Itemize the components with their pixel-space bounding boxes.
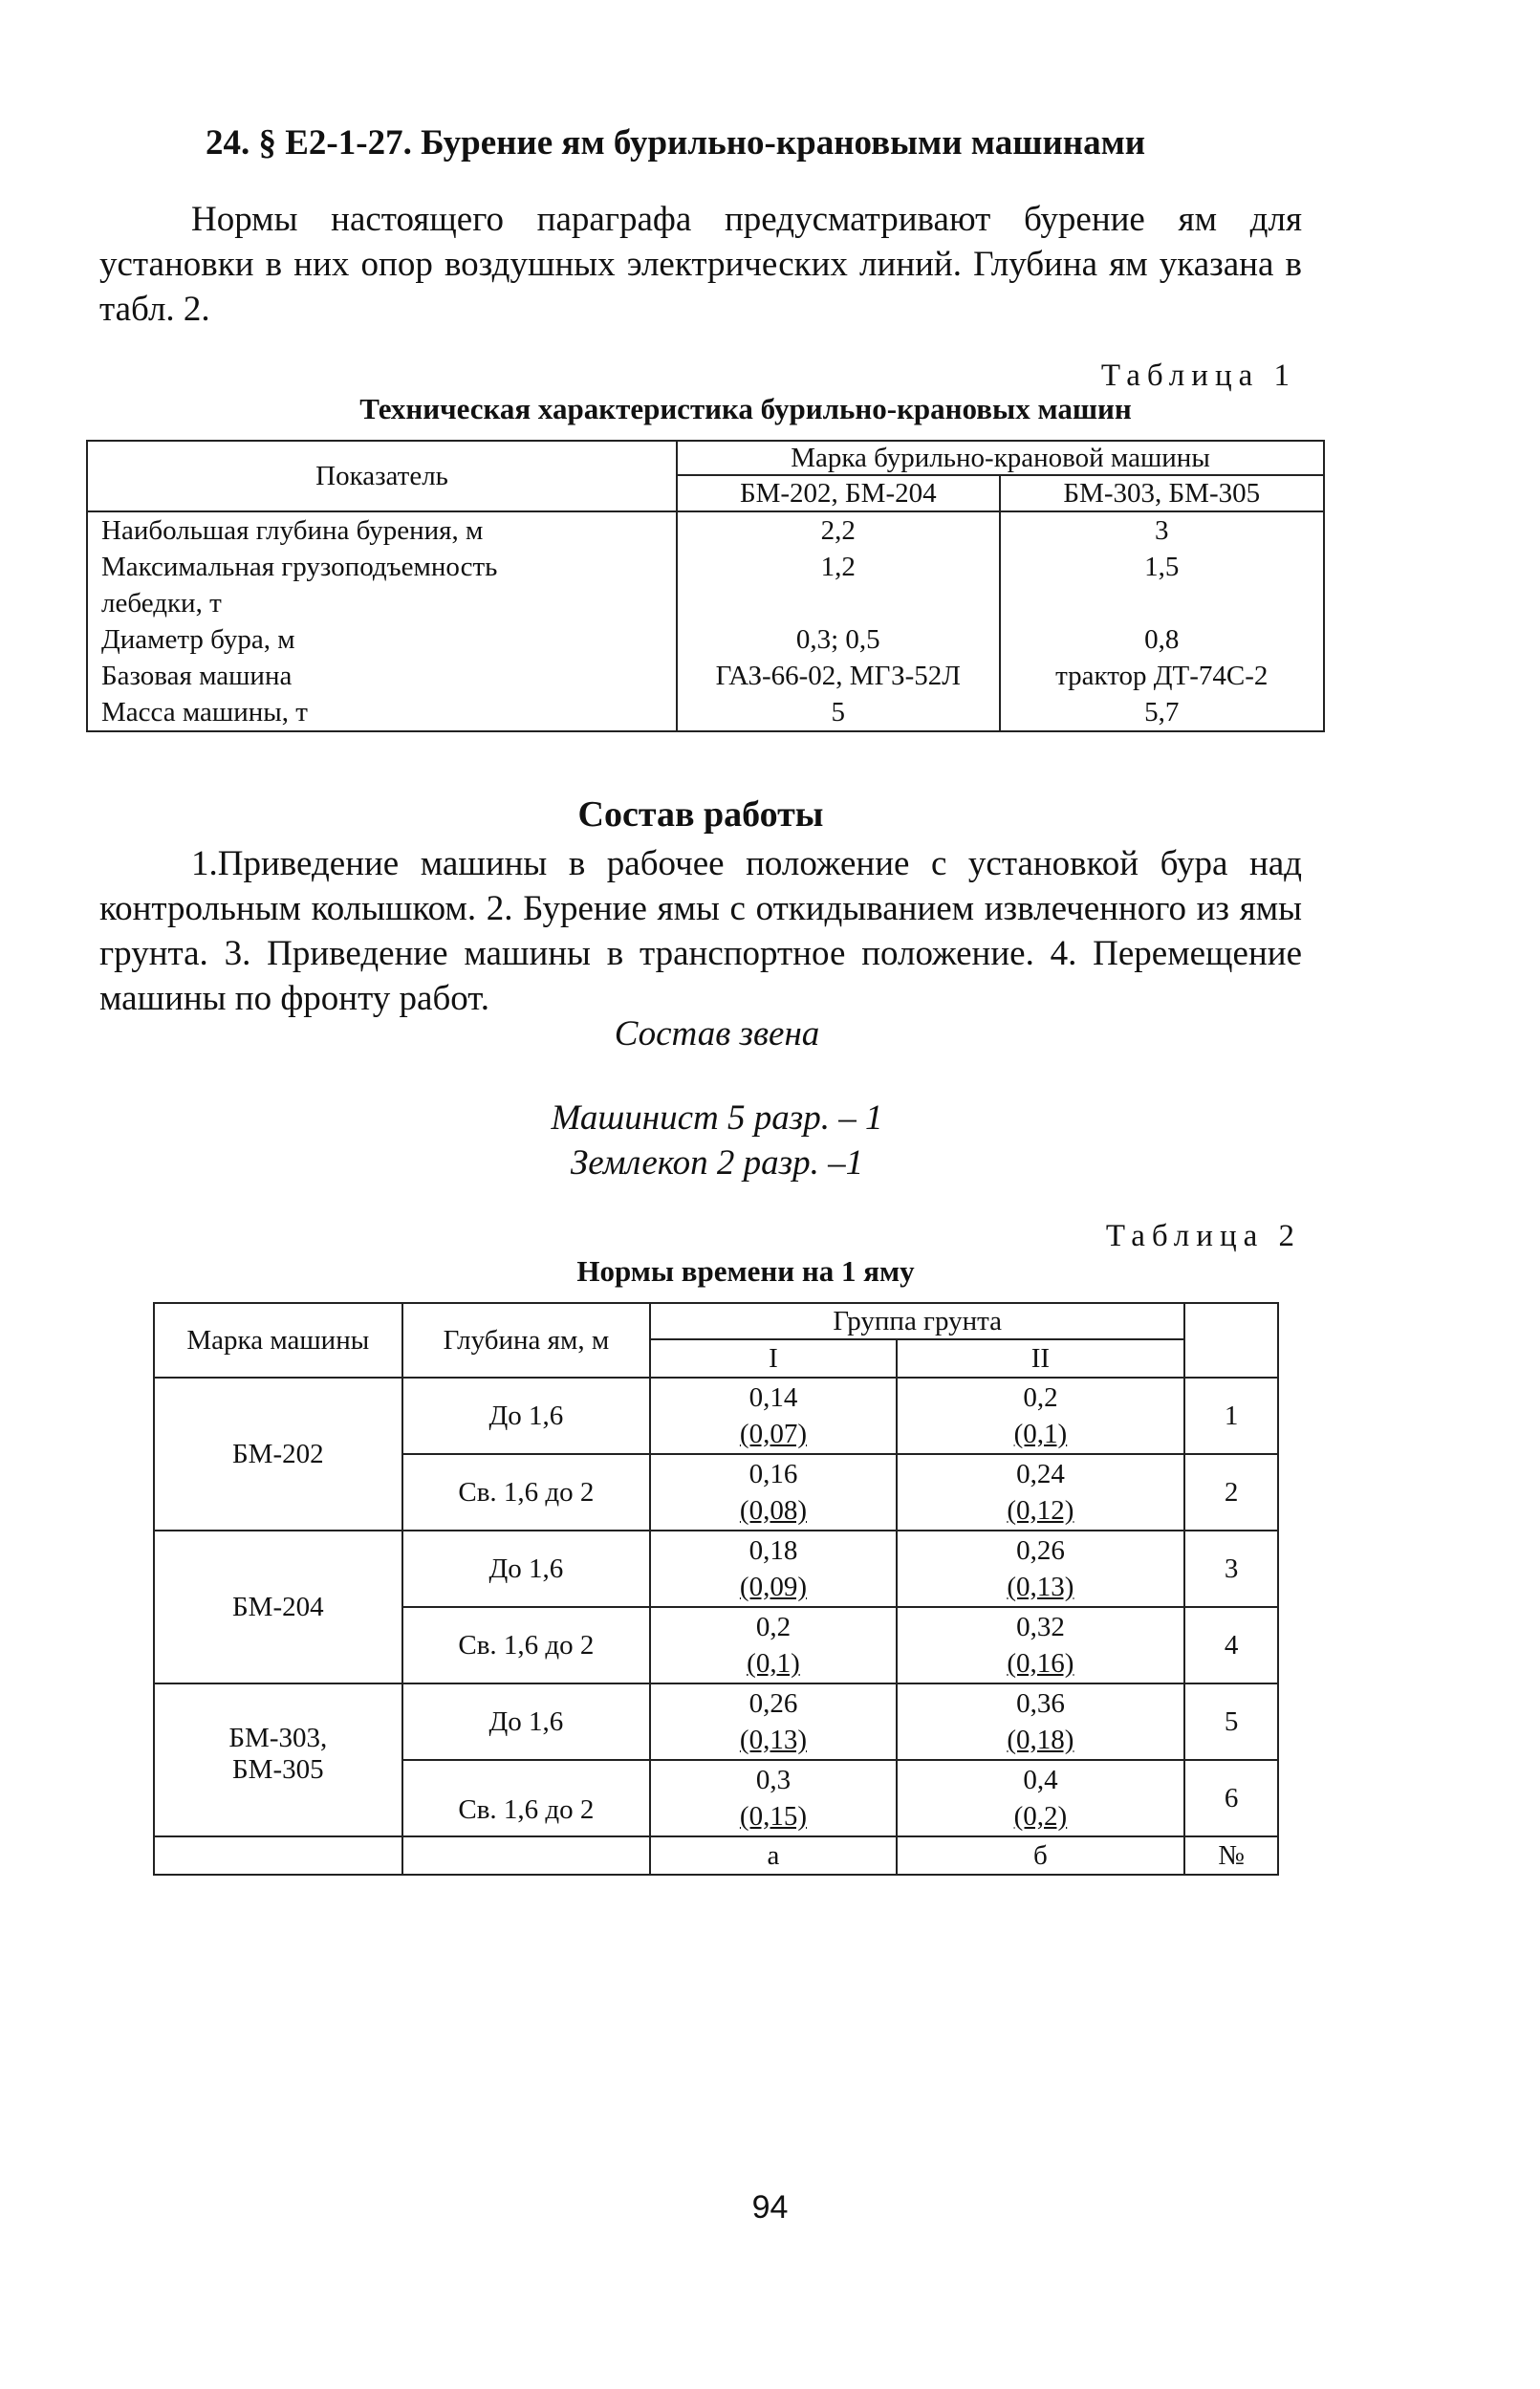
norm-value: 0,3 [755, 1765, 792, 1795]
header-col-bm303: БМ-303, БМ-305 [1000, 475, 1324, 511]
header-number-blank [1184, 1303, 1278, 1378]
value-group-1 [650, 1760, 897, 1836]
row-name-line2: лебедки, т [101, 588, 222, 619]
crew-composition-title: Состав звена [614, 1014, 820, 1053]
row-value-1: 5 [677, 694, 999, 731]
depth-cell: Св. 1,6 до 2 [402, 1760, 651, 1836]
footer-col-number: № [1184, 1836, 1278, 1875]
row-value-1: ГАЗ-66-02, МГЗ-52Л [677, 658, 999, 694]
depth-cell: До 1,6 [402, 1683, 651, 1760]
section-title: 24. § Е2-1-27. Бурение ям бурильно-крановыми машинами [206, 123, 1146, 163]
header-soil-group: Группа грунта [650, 1303, 1184, 1339]
norm-value: 0,14 [748, 1382, 798, 1413]
header-machine-brand: Марка бурильно-крановой машины [677, 441, 1324, 475]
row-value-2: трактор ДТ-74С-2 [1000, 658, 1324, 694]
page-number: 94 [751, 2189, 789, 2226]
row-value-2: 5,7 [1000, 694, 1324, 731]
row-name [87, 549, 677, 621]
value-group-1 [650, 1378, 897, 1454]
depth-cell: Св. 1,6 до 2 [402, 1607, 651, 1683]
norm-value-machinist: (0,16) [1007, 1648, 1074, 1679]
row-number: 5 [1184, 1683, 1278, 1760]
technical-characteristics-table [86, 440, 1325, 732]
norm-value: 0,26 [1016, 1535, 1065, 1566]
norm-value-machinist: (0,08) [739, 1495, 807, 1526]
norm-value-machinist: (0,12) [1007, 1495, 1074, 1526]
machine-cell: БМ-202 [154, 1378, 402, 1531]
table-row [87, 694, 1324, 731]
row-name-line1: Максимальная грузоподъемность [101, 552, 498, 582]
header-group-2: II [897, 1339, 1184, 1378]
norm-value-machinist: (0,09) [739, 1572, 807, 1602]
value-group-2 [897, 1378, 1184, 1454]
row-value-1: 2,2 [677, 511, 999, 549]
value-group-2 [897, 1683, 1184, 1760]
header-depth: Глубина ям, м [402, 1303, 651, 1378]
norm-value-machinist: (0,2) [1013, 1801, 1068, 1832]
norm-value: 0,2 [1023, 1382, 1058, 1413]
value-group-2 [897, 1607, 1184, 1683]
norm-value: 0,4 [1023, 1765, 1058, 1795]
depth-cell: До 1,6 [402, 1531, 651, 1607]
table2-title: Нормы времени на 1 яму [576, 1254, 915, 1288]
value-group-2 [897, 1531, 1184, 1607]
row-value-2: 3 [1000, 511, 1324, 549]
table-row [154, 1378, 1278, 1454]
value-group-1 [650, 1454, 897, 1531]
row-number: 2 [1184, 1454, 1278, 1531]
table-footer-row [154, 1836, 1278, 1875]
footer-col-a: а [650, 1836, 897, 1875]
value-group-2 [897, 1760, 1184, 1836]
row-name: Базовая машина [87, 658, 677, 694]
norm-value-machinist: (0,15) [739, 1801, 807, 1832]
row-value-2: 0,8 [1000, 621, 1324, 658]
table-row [87, 658, 1324, 694]
depth-cell: До 1,6 [402, 1378, 651, 1454]
row-value-1: 0,3; 0,5 [677, 621, 999, 658]
norm-value: 0,26 [748, 1688, 798, 1719]
footer-empty [402, 1836, 651, 1875]
norm-value: 0,24 [1016, 1459, 1065, 1489]
table1-title: Техническая характеристика бурильно-крановых машин [359, 392, 1132, 425]
norm-value-machinist: (0,13) [739, 1725, 807, 1755]
norm-value-machinist: (0,18) [1007, 1725, 1074, 1755]
norm-value: 0,18 [748, 1535, 798, 1566]
norm-value-machinist: (0,07) [739, 1419, 807, 1449]
machine-cell: БМ-204 [154, 1531, 402, 1683]
row-number: 6 [1184, 1760, 1278, 1836]
crew-line-machinist: Машинист 5 разр. – 1 [551, 1098, 883, 1138]
row-number: 3 [1184, 1531, 1278, 1607]
machine-cell: БМ-303, БМ-305 [154, 1683, 402, 1836]
table-row [87, 621, 1324, 658]
table-row [154, 1531, 1278, 1607]
norm-value: 0,36 [1016, 1688, 1065, 1719]
row-number: 1 [1184, 1378, 1278, 1454]
value-group-1 [650, 1607, 897, 1683]
crew-line-digger: Землекоп 2 разр. –1 [570, 1143, 864, 1183]
row-value-2: 1,5 [1000, 549, 1324, 621]
norm-value: 0,2 [755, 1612, 792, 1642]
norm-value-machinist: (0,1) [747, 1648, 800, 1679]
table1-label: Таблица 1 [1100, 358, 1296, 393]
intro-paragraph: Нормы настоящего параграфа предусматривают бурение ям для установки в них опор воздушных электрических линий. Глубина ям указана в табл. 2. [99, 200, 1302, 329]
norm-value: 0,32 [1016, 1612, 1065, 1642]
work-composition-text: 1.Приведение машины в рабочее положение с установкой бура над контрольным колышком. 2. Бурение ямы с откидыванием извлеченного из ямы грунта. 3. Приведение машины в транспортное положение. 4. Перемещение машины по фронту работ. [99, 844, 1302, 1018]
work-composition-title: Состав работы [577, 794, 824, 835]
norm-value: 0,16 [748, 1459, 798, 1489]
row-name: Диаметр бура, м [87, 621, 677, 658]
row-name: Наибольшая глубина бурения, м [87, 511, 677, 549]
table-row [87, 549, 1324, 621]
header-col-bm202: БМ-202, БМ-204 [677, 475, 999, 511]
depth-cell: Св. 1,6 до 2 [402, 1454, 651, 1531]
table-row [87, 511, 1324, 549]
row-number: 4 [1184, 1607, 1278, 1683]
value-group-2 [897, 1454, 1184, 1531]
norm-value-machinist: (0,1) [1013, 1419, 1068, 1449]
header-group-1: I [650, 1339, 897, 1378]
table2-label: Таблица 2 [1105, 1219, 1301, 1253]
footer-col-b: б [897, 1836, 1184, 1875]
norm-value-machinist: (0,13) [1007, 1572, 1074, 1602]
footer-empty [154, 1836, 402, 1875]
value-group-1 [650, 1531, 897, 1607]
header-indicator: Показатель [87, 441, 677, 511]
time-norms-table [153, 1302, 1279, 1876]
row-name: Масса машины, т [87, 694, 677, 731]
value-group-1 [650, 1683, 897, 1760]
table-row [154, 1683, 1278, 1760]
header-machine: Марка машины [154, 1303, 402, 1378]
row-value-1: 1,2 [677, 549, 999, 621]
